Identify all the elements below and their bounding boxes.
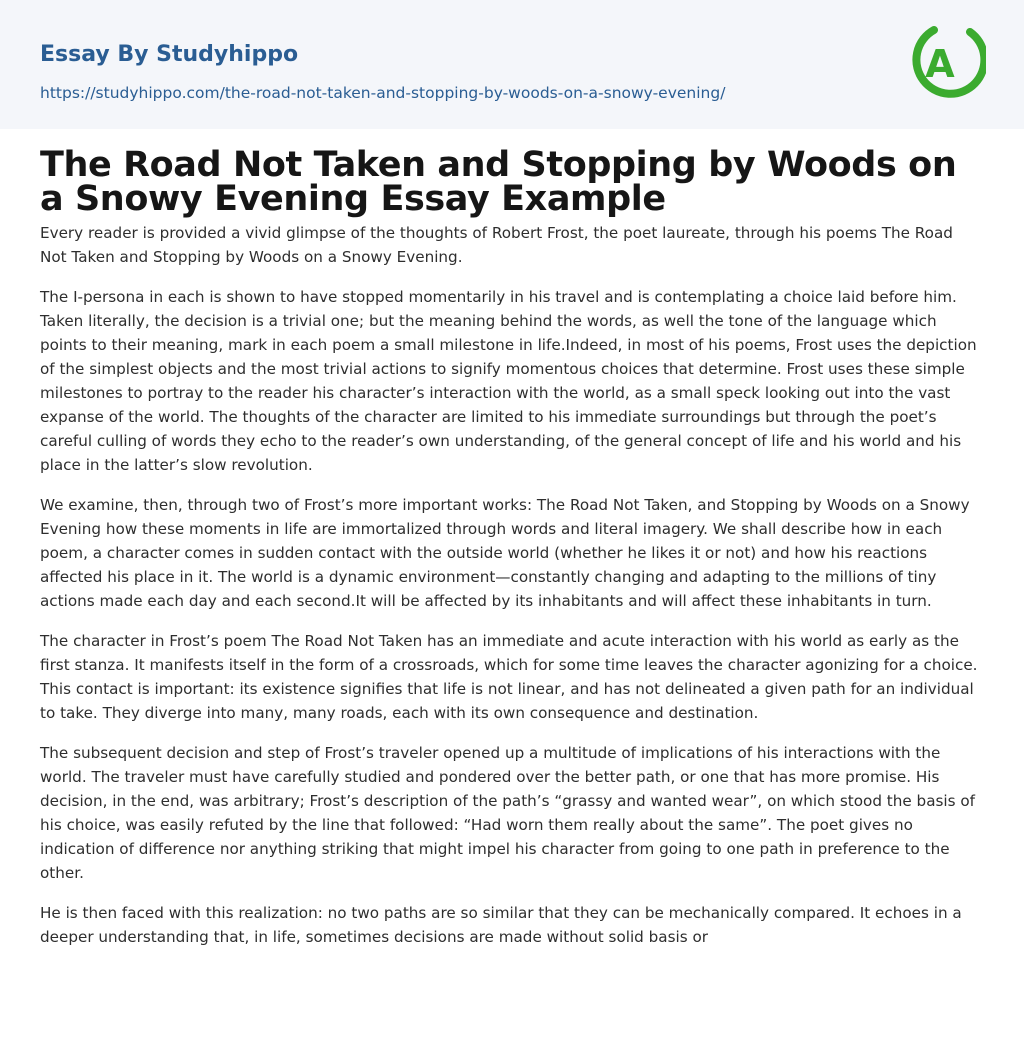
article-paragraph: The I-persona in each is shown to have stopped momentarily in his travel and is contemplating a choice laid before him. Taken literally, the decision is a trivial one; but the meaning behind the words, as well the tone of the language which points to their meaning, mark in each poem a small milestone in life.Indeed, in most of his poems, Frost uses the depiction of the simplest objects and the most trivial actions to signify momentous choices that determine. Frost uses these simple milestones to portray to the reader his character’s interaction with the world, as a small speck looking out into the vast expanse of the world. The thoughts of the character are limited to his immediate surroundings but through the poet’s careful culling of words they echo to the reader’s own understanding, of the general concept of life and his world and his place in the latter’s slow revolution. (40, 288, 977, 474)
page-title: The Road Not Taken and Stopping by Woods on a Snowy Evening Essay Example (40, 145, 957, 219)
article-paragraph: The character in Frost’s poem The Road Not Taken has an immediate and acute interaction with his world as early as the first stanza. It manifests itself in the form of a crossroads, which for some time leaves the character agonizing for a choice. This contact is important: its existence signifies that life is not linear, and has not delineated a given path for an individual to take. They diverge into many, many roads, each with its own consequence and destination. (40, 632, 978, 722)
essay-url-link[interactable]: https://studyhippo.com/the-road-not-taken-and-stopping-by-woods-on-a-snowy-evening/ (40, 84, 726, 102)
article-paragraph: The subsequent decision and step of Frost’s traveler opened up a multitude of implications of his interactions with the world. The traveler must have carefully studied and pondered over the better path, or one that has more promise. His decision, in the end, was arbitrary; Frost’s description of the path’s “grassy and wanted wear”, on which stood the basis of his choice, was easily refuted by the line that followed: “Had worn them really about the same”. The poet gives no indication of difference nor anything striking that might impel his character from going to one path in preference to the other. (40, 744, 976, 882)
site-brand[interactable]: Essay By Studyhippo (40, 42, 299, 67)
site-header (0, 0, 1024, 129)
article-paragraph: We examine, then, through two of Frost’s more important works: The Road Not Taken, and Stopping by Woods on a Snowy Evening how these moments in life are immortalized through words and literal imagery. We shall describe how in each poem, a character comes in sudden contact with the outside world (whether he likes it or not) and how his reactions affected his place in it. The world is a dynamic environment—constantly changing and adapting to the millions of tiny actions made each day and each second.It will be affected by its inhabitants and will affect these inhabitants in turn. (40, 496, 970, 610)
article-paragraph: He is then faced with this realization: no two paths are so similar that they can be mechanically compared. It echoes in a deeper understanding that, in life, sometimes decisions are made without solid basis or (40, 904, 962, 946)
article-body (40, 221, 984, 949)
studyhippo-logo-icon[interactable] (912, 20, 986, 104)
article-paragraph: Every reader is provided a vivid glimpse of the thoughts of Robert Frost, the poet laureate, through his poems The Road Not Taken and Stopping by Woods on a Snowy Evening. (40, 224, 953, 266)
article (40, 145, 984, 965)
logo-letter: A (925, 42, 955, 86)
